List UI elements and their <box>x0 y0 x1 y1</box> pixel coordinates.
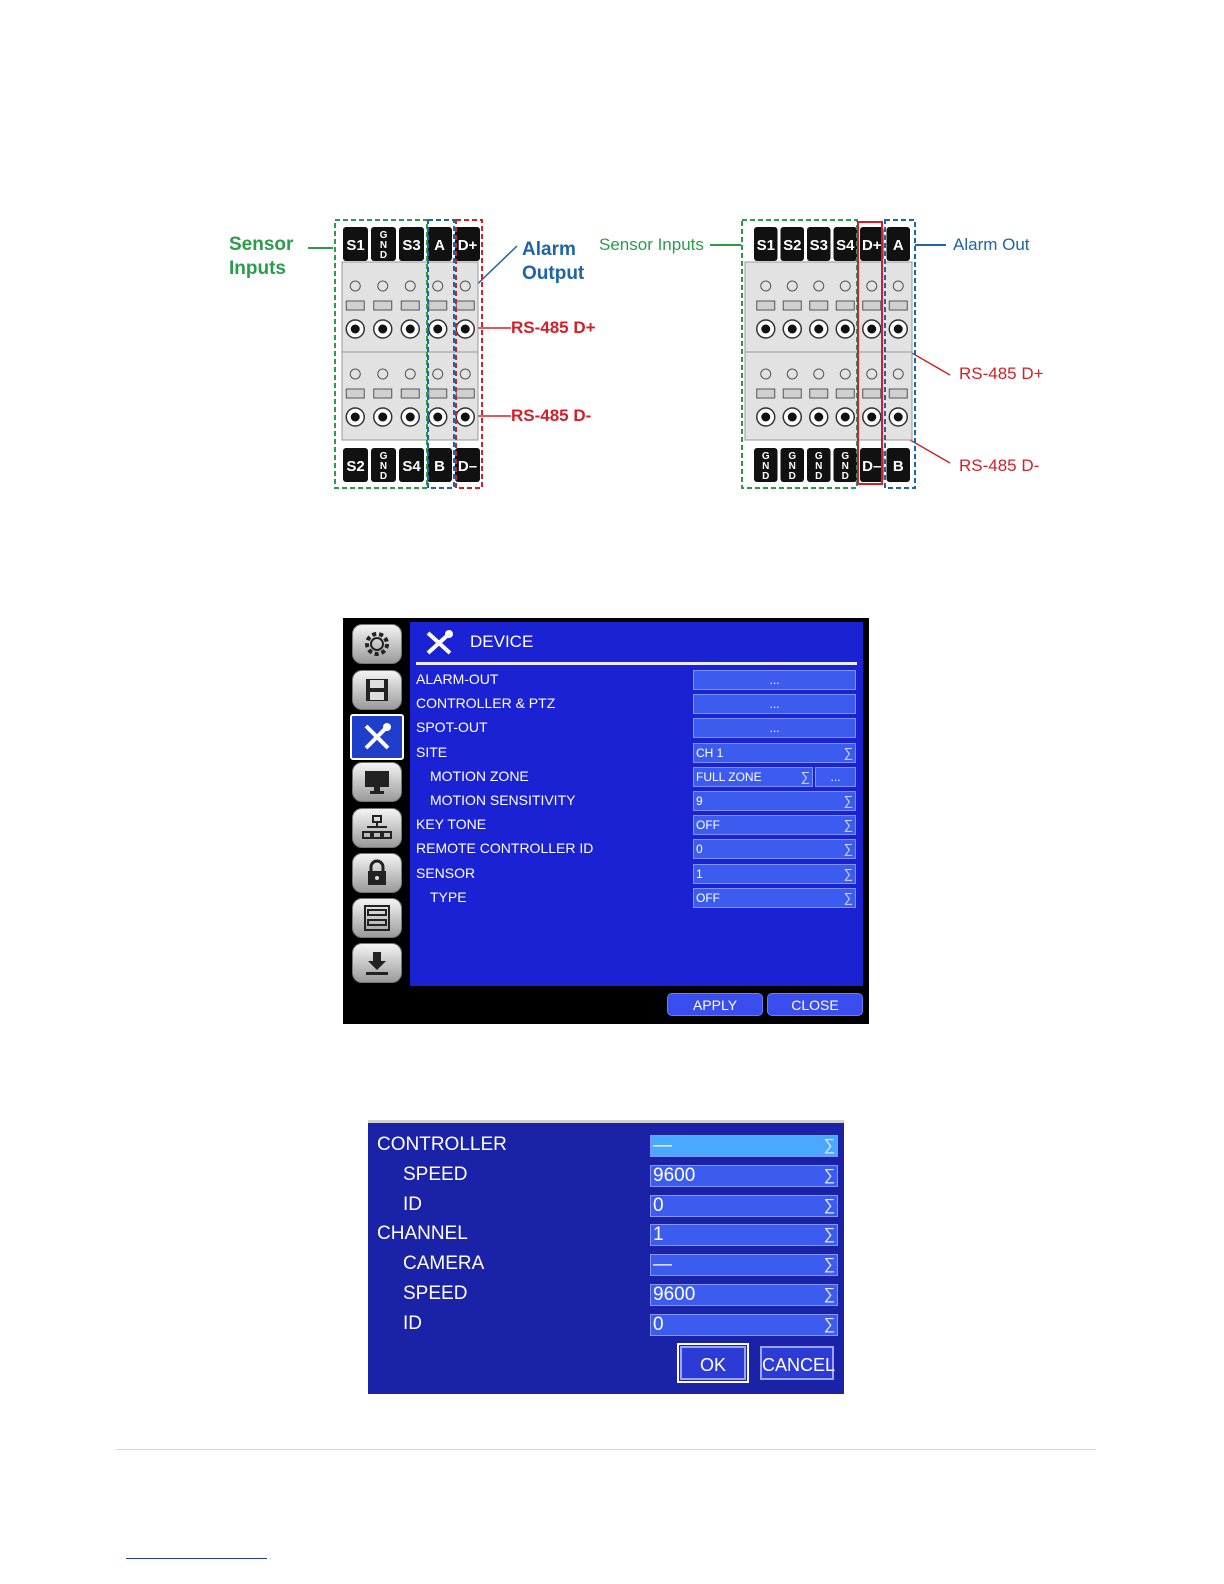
display-settings-button[interactable] <box>352 762 402 802</box>
setting-label: MOTION SENSITIVITY <box>430 792 576 808</box>
alarm-output-label-line2: Output <box>522 263 585 284</box>
motion-zone-edit-button[interactable]: ... <box>815 767 856 787</box>
setting-select[interactable] <box>693 791 856 811</box>
sensor-inputs-label-right: Sensor Inputs <box>599 235 704 254</box>
controller-setting-select[interactable] <box>650 1135 838 1157</box>
controller-setting-select[interactable] <box>650 1314 838 1336</box>
monitor-icon <box>363 769 391 795</box>
lock-icon <box>365 859 389 887</box>
rs485-dplus-label-right: RS-485 D+ <box>959 364 1044 383</box>
terminal-label: D <box>815 471 823 482</box>
setting-select[interactable] <box>693 743 856 763</box>
controller-setting-label: SPEED <box>403 1163 468 1185</box>
terminal-cap <box>343 227 368 261</box>
terminal-label: S4 <box>402 458 421 475</box>
tools-icon <box>424 630 454 656</box>
device-settings-content <box>410 622 863 986</box>
tools-icon <box>361 721 393 753</box>
controller-setting-label: CONTROLLER <box>377 1134 507 1155</box>
terminal-label: S3 <box>402 237 421 254</box>
controller-setting-value: 0 <box>653 1313 664 1335</box>
controller-setting-label: SPEED <box>403 1283 468 1304</box>
terminal-label: S2 <box>346 458 365 475</box>
footer-divider <box>116 1449 1096 1450</box>
terminal-label: S1 <box>756 237 775 254</box>
setting-open-button[interactable] <box>693 670 856 690</box>
footer-link-underline[interactable] <box>126 1558 267 1559</box>
controller-setting-select[interactable] <box>650 1284 838 1306</box>
terminal-cap <box>455 227 480 261</box>
setting-select[interactable] <box>693 888 856 908</box>
setting-select[interactable] <box>693 864 856 884</box>
dropdown-arrow-icon: ∑ <box>823 1256 835 1274</box>
dialog-top-border <box>368 1120 844 1123</box>
terminal-label: B <box>892 458 904 475</box>
setting-value: FULL ZONE <box>696 769 762 784</box>
terminal-label: N <box>815 461 823 472</box>
dropdown-arrow-icon: ∑ <box>843 841 853 857</box>
setting-label: SPOT-OUT <box>416 719 488 736</box>
terminal-label: A <box>434 237 445 254</box>
device-settings-button[interactable] <box>350 714 404 760</box>
device-settings-window <box>343 618 869 1024</box>
sensor-inputs-label-line1: Sensor <box>229 234 294 255</box>
setting-label: REMOTE CONTROLLER ID <box>416 840 594 857</box>
terminal-label: A <box>892 237 904 254</box>
controller-setting-value: 9600 <box>653 1164 696 1186</box>
terminal-label: D <box>379 471 388 482</box>
setting-value: ... <box>769 721 780 736</box>
setting-label: MOTION ZONE <box>430 767 529 784</box>
setting-select[interactable] <box>693 815 856 835</box>
terminal-label: D <box>379 250 388 261</box>
controller-setting-select[interactable] <box>650 1195 838 1217</box>
terminal-cap <box>860 448 884 482</box>
rs485-dminus-label: RS-485 D- <box>511 406 592 425</box>
terminal-label: N <box>379 240 388 251</box>
terminal-label: G <box>761 451 770 462</box>
dropdown-arrow-icon: ∑ <box>823 1226 835 1244</box>
terminal-cap <box>754 227 778 261</box>
terminal-cap <box>860 227 884 261</box>
terminal-label: G <box>379 451 388 462</box>
terminal-label: D <box>762 471 770 482</box>
dropdown-arrow-icon: ∑ <box>823 1196 835 1214</box>
ok-button[interactable]: OK <box>680 1346 746 1380</box>
system-settings-button[interactable] <box>352 624 402 664</box>
controller-setting-select[interactable] <box>650 1224 838 1246</box>
floppy-disk-icon <box>364 677 390 703</box>
panel-title: DEVICE <box>470 632 534 651</box>
setting-label: ALARM-OUT <box>416 671 499 687</box>
setting-label: KEY TONE <box>416 816 487 833</box>
alarm-output-label-line1: Alarm <box>522 239 576 260</box>
setting-label: TYPE <box>430 888 467 905</box>
controller-setting-value: 0 <box>653 1194 664 1216</box>
apply-button[interactable]: APPLY <box>667 993 763 1016</box>
security-settings-button[interactable] <box>352 853 402 893</box>
terminal-label: S2 <box>783 237 802 254</box>
terminal-cap <box>781 227 805 261</box>
dropdown-arrow-icon: ∑ <box>823 1286 835 1303</box>
setting-value: 9 <box>696 794 703 808</box>
terminal-cap <box>455 448 480 482</box>
cancel-button[interactable]: CANCEL <box>760 1346 834 1380</box>
controller-ptz-dialog <box>368 1120 844 1394</box>
terminal-cap <box>887 448 911 482</box>
controller-setting-label: CHANNEL <box>377 1223 468 1245</box>
terminal-label: G <box>814 451 823 462</box>
setting-value: CH 1 <box>696 745 724 760</box>
setting-value: 0 <box>696 842 703 857</box>
terminal-cap <box>427 448 452 482</box>
terminal-label: D– <box>862 458 882 475</box>
terminal-cap <box>887 227 911 261</box>
controller-setting-label: ID <box>403 1193 422 1215</box>
title-divider <box>416 662 857 665</box>
setting-open-button[interactable] <box>693 694 856 714</box>
dropdown-arrow-icon: ∑ <box>823 1166 835 1184</box>
terminal-label: D+ <box>457 237 478 254</box>
rs485-dminus-label-right: RS-485 D- <box>959 456 1040 475</box>
storage-settings-button[interactable] <box>352 898 402 938</box>
controller-setting-value: — <box>653 1254 672 1276</box>
terminal-label: G <box>841 451 850 462</box>
dropdown-arrow-icon: ∑ <box>843 793 853 808</box>
dropdown-arrow-icon: ∑ <box>800 768 810 784</box>
terminal-label: N <box>788 461 796 472</box>
setting-open-button[interactable] <box>693 718 856 738</box>
terminal-label: D– <box>457 458 478 475</box>
terminal-label: G <box>788 451 797 462</box>
sensor-inputs-label-line2: Inputs <box>229 258 286 279</box>
setting-value: OFF <box>696 890 720 905</box>
terminal-cap <box>399 448 424 482</box>
terminal-cap <box>807 227 831 261</box>
dropdown-arrow-icon: ∑ <box>843 817 853 833</box>
alarm-out-label: Alarm Out <box>953 235 1030 254</box>
controller-setting-value: 9600 <box>653 1284 696 1305</box>
terminal-label: S3 <box>809 237 828 254</box>
terminal-label: D+ <box>861 237 882 254</box>
settings-sidebar <box>343 618 409 1024</box>
terminal-block-diagram-left <box>300 210 610 500</box>
setting-label: SITE <box>416 743 448 760</box>
setting-select[interactable] <box>693 839 856 859</box>
terminal-label: D <box>788 471 796 482</box>
setting-value: 1 <box>696 866 703 881</box>
network-settings-button[interactable] <box>352 808 402 848</box>
controller-setting-label: CAMERA <box>403 1253 485 1275</box>
terminal-cap <box>427 227 452 261</box>
controller-setting-value: — <box>653 1135 672 1156</box>
dropdown-arrow-icon: ∑ <box>843 865 853 881</box>
terminal-label: D <box>841 471 849 482</box>
terminal-label: S4 <box>836 237 855 254</box>
dropdown-arrow-icon: ∑ <box>823 1137 835 1154</box>
gear-icon <box>362 629 392 659</box>
update-settings-button[interactable] <box>352 943 402 983</box>
setting-value: OFF <box>696 818 720 833</box>
setting-select[interactable] <box>693 767 813 787</box>
terminal-label: B <box>434 458 445 475</box>
terminal-cap <box>343 448 368 482</box>
dropdown-arrow-icon: ∑ <box>823 1315 835 1333</box>
controller-setting-select[interactable] <box>650 1254 838 1276</box>
terminal-label: S1 <box>346 237 365 254</box>
network-icon <box>362 814 392 842</box>
terminal-cap <box>834 227 858 261</box>
terminal-label: N <box>379 461 388 472</box>
rs485-dplus-label: RS-485 D+ <box>511 318 596 337</box>
terminal-label: N <box>841 461 849 472</box>
download-icon <box>363 949 391 977</box>
controller-setting-value: 1 <box>653 1224 664 1246</box>
dropdown-arrow-icon: ∑ <box>843 744 853 760</box>
terminal-label: G <box>379 230 388 241</box>
setting-label: CONTROLLER & PTZ <box>416 695 556 712</box>
record-settings-button[interactable] <box>352 670 402 710</box>
terminal-cap <box>399 227 424 261</box>
setting-value: ... <box>769 697 780 712</box>
close-button[interactable]: CLOSE <box>767 993 863 1016</box>
dropdown-arrow-icon: ∑ <box>843 889 853 905</box>
setting-label: SENSOR <box>416 864 476 881</box>
storage-icon <box>363 904 391 932</box>
controller-setting-select[interactable] <box>650 1165 838 1187</box>
terminal-block-diagram-right <box>700 210 960 500</box>
controller-setting-label: ID <box>403 1312 422 1334</box>
setting-value: ... <box>769 673 780 687</box>
terminal-label: N <box>762 461 770 472</box>
